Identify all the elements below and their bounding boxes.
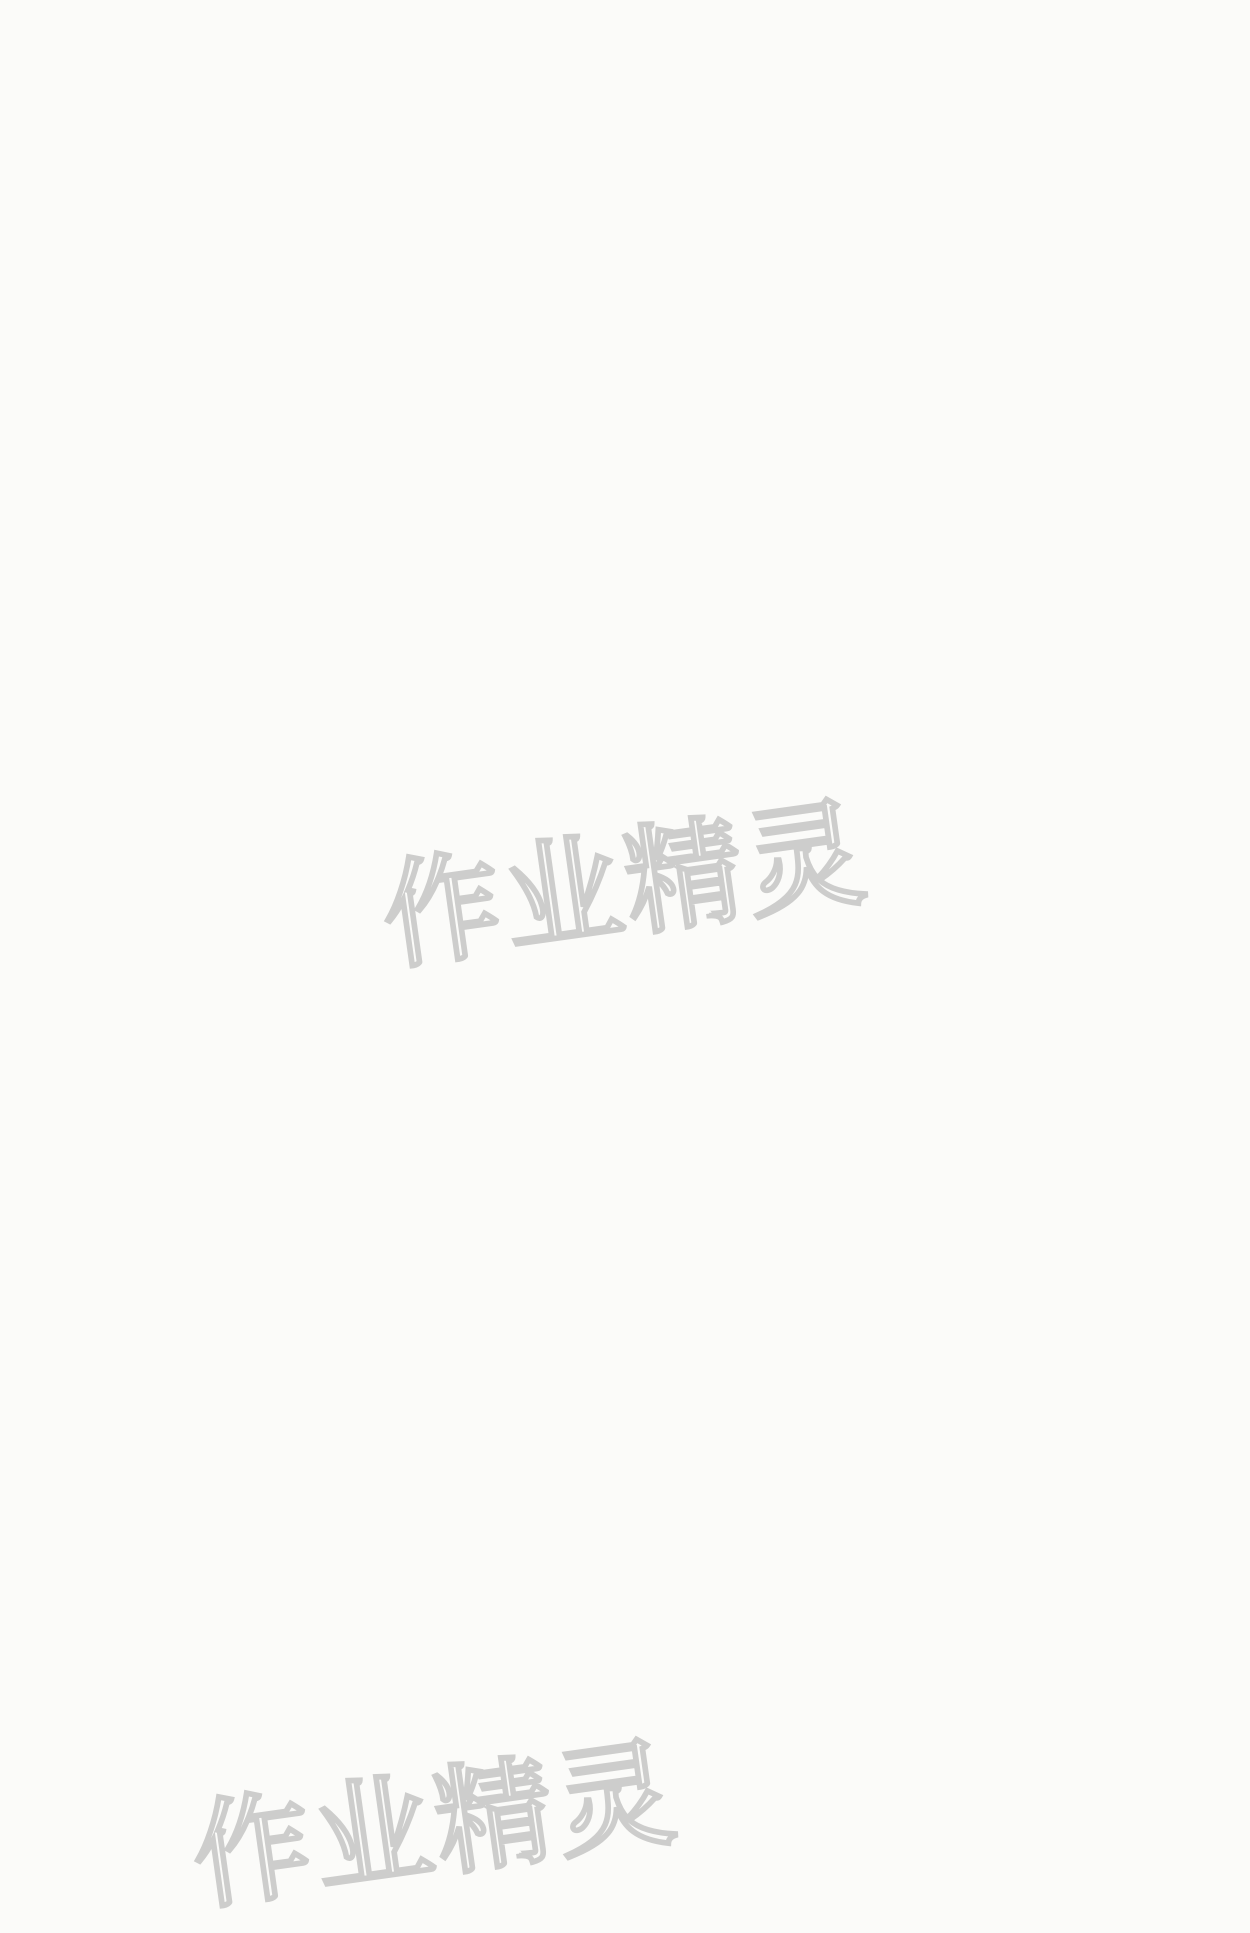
watermark-logo: 作业精灵 bbox=[374, 782, 877, 988]
watermark-logo-bottom: 作业精灵 bbox=[184, 1722, 687, 1928]
left-column bbox=[100, 128, 640, 138]
right-column bbox=[652, 128, 1192, 140]
